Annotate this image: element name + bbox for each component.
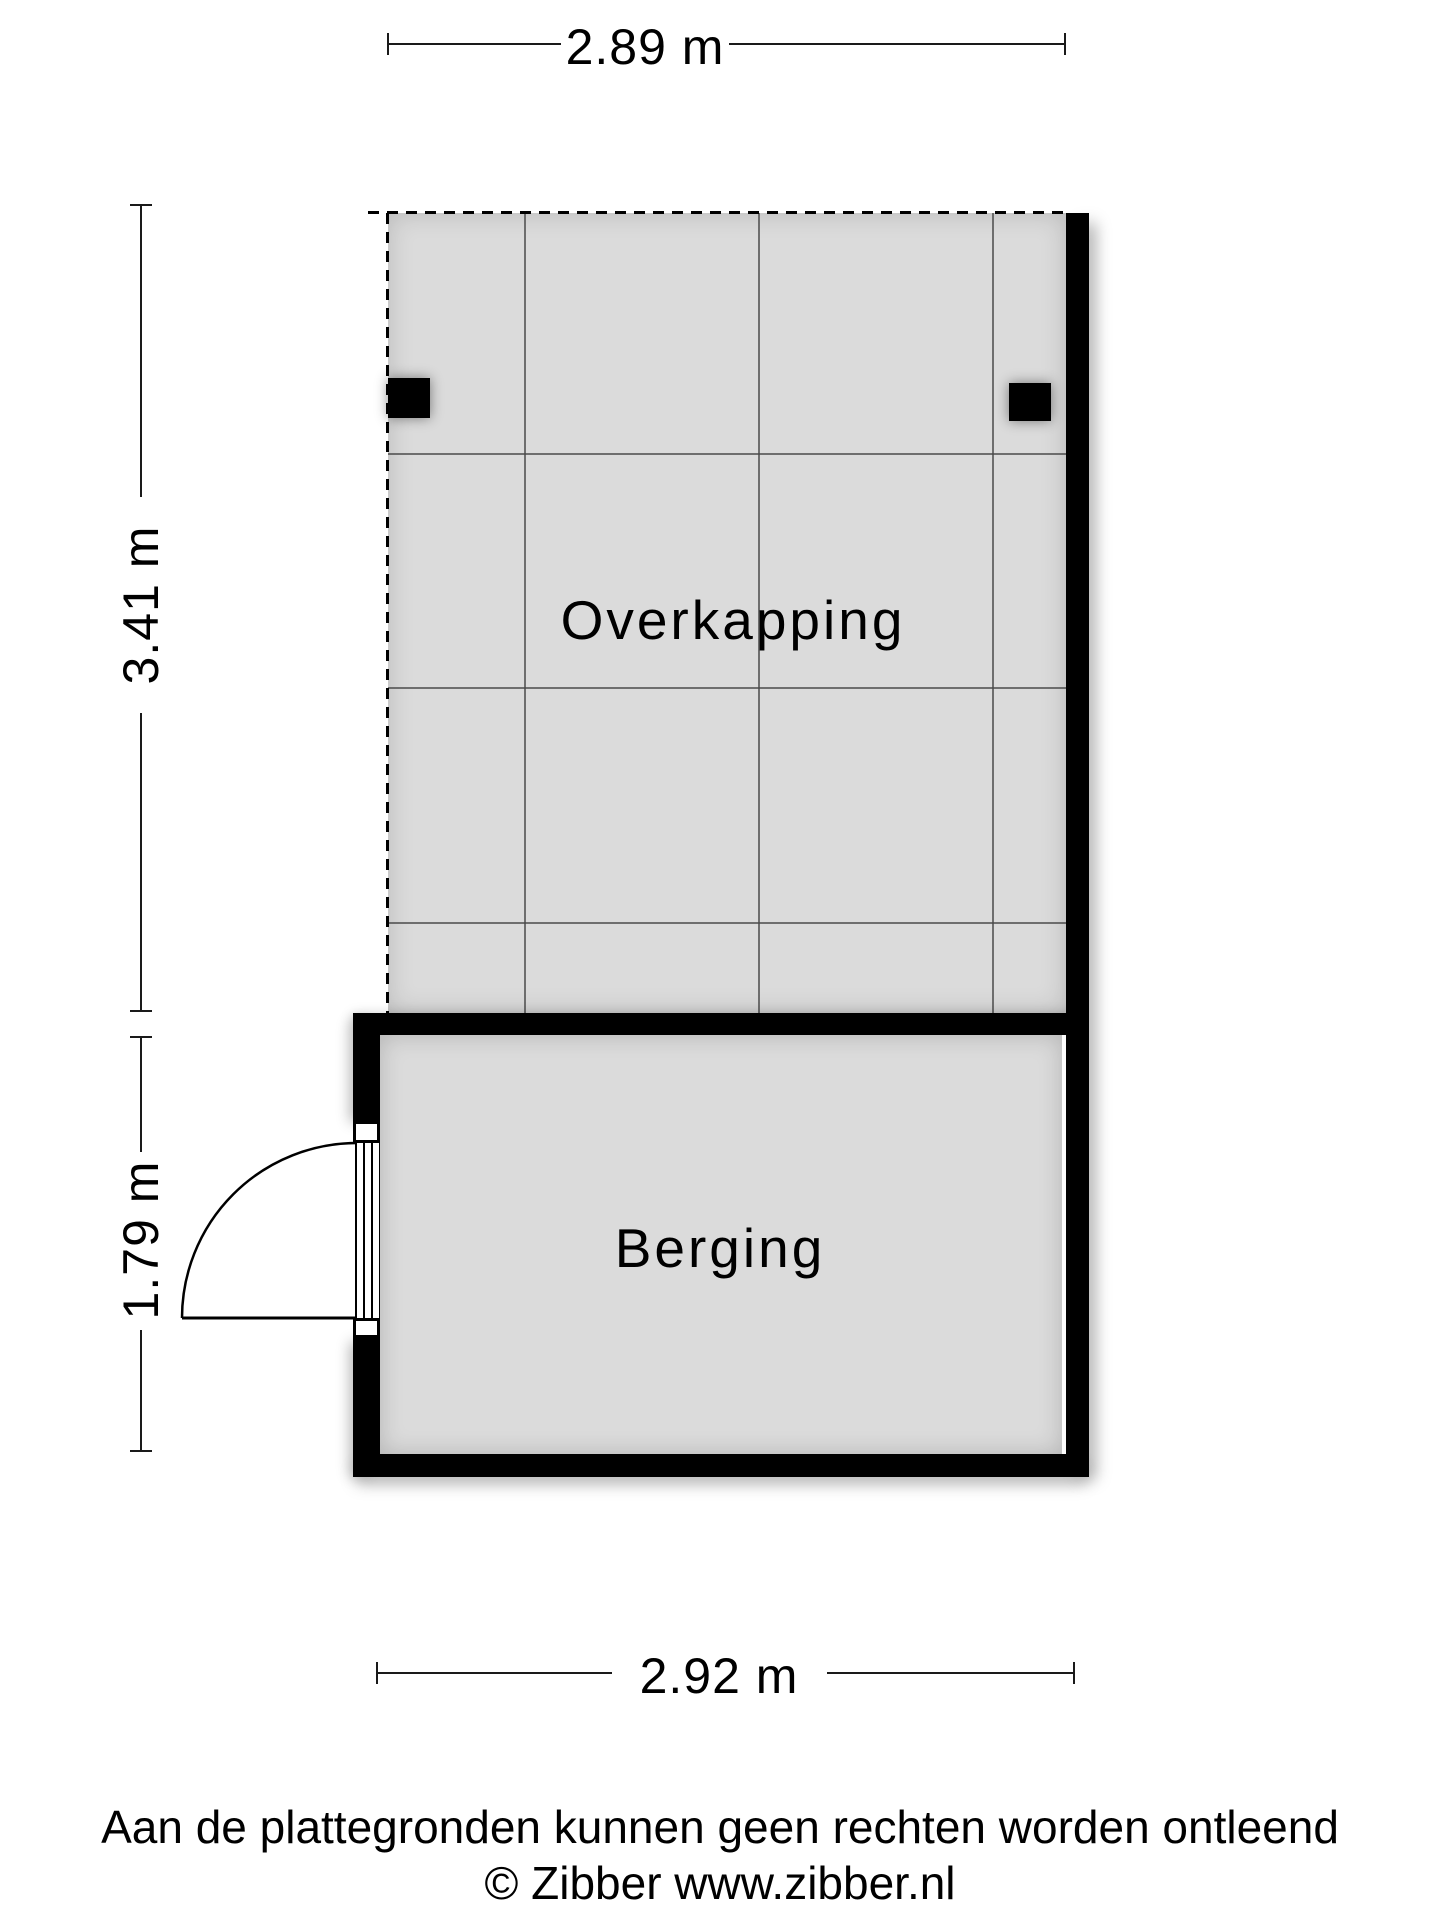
dim-left-upper-segment-top (140, 206, 142, 497)
footer-credit: © Zibber www.zibber.nl (484, 1857, 956, 1909)
berging-wall-bottom (353, 1454, 1089, 1477)
dim-bottom-label: 2.92 m (639, 1648, 799, 1704)
dim-bottom-segment-right (827, 1672, 1074, 1674)
dim-bottom-tick-right (1073, 1662, 1075, 1684)
support-post-left (388, 378, 430, 418)
berging-wall-left-upper (353, 1013, 380, 1123)
footer-disclaimer: Aan de plattegronden kunnen geen rechten worden ontleend (101, 1801, 1339, 1853)
door-jamb-bottom (353, 1318, 380, 1338)
dim-bottom-segment-left (378, 1672, 612, 1674)
dim-left-upper-tick-bottom (130, 1010, 152, 1012)
grid-line (388, 687, 1066, 689)
dim-top-label: 2.89 m (565, 19, 725, 75)
dim-left-upper-segment-bottom (140, 713, 142, 1012)
door-leaf (355, 1143, 380, 1318)
dim-left-lower-segment-bottom (140, 1330, 142, 1452)
overkapping-open-edge-left (386, 213, 389, 1013)
dim-left-lower-label: 1.79 m (113, 1160, 169, 1320)
dim-top-segment-right (729, 43, 1066, 45)
overkapping-open-edge-top (368, 211, 1068, 214)
berging-wall-top (353, 1013, 1089, 1035)
wall-right (1066, 213, 1089, 1477)
dim-top-segment-left (389, 43, 561, 45)
support-post-right (1009, 383, 1051, 421)
footer (0, 1799, 1440, 1911)
grid-line (388, 453, 1066, 455)
dim-left-lower-tick-bottom (130, 1450, 152, 1452)
door-jamb-top (353, 1121, 380, 1143)
dim-top-tick-right (1064, 33, 1066, 55)
grid-line (388, 922, 1066, 924)
room-label-berging: Berging (614, 1217, 826, 1279)
room-label-overkapping: Overkapping (560, 589, 906, 651)
dim-left-upper-label: 3.41 m (113, 525, 169, 685)
